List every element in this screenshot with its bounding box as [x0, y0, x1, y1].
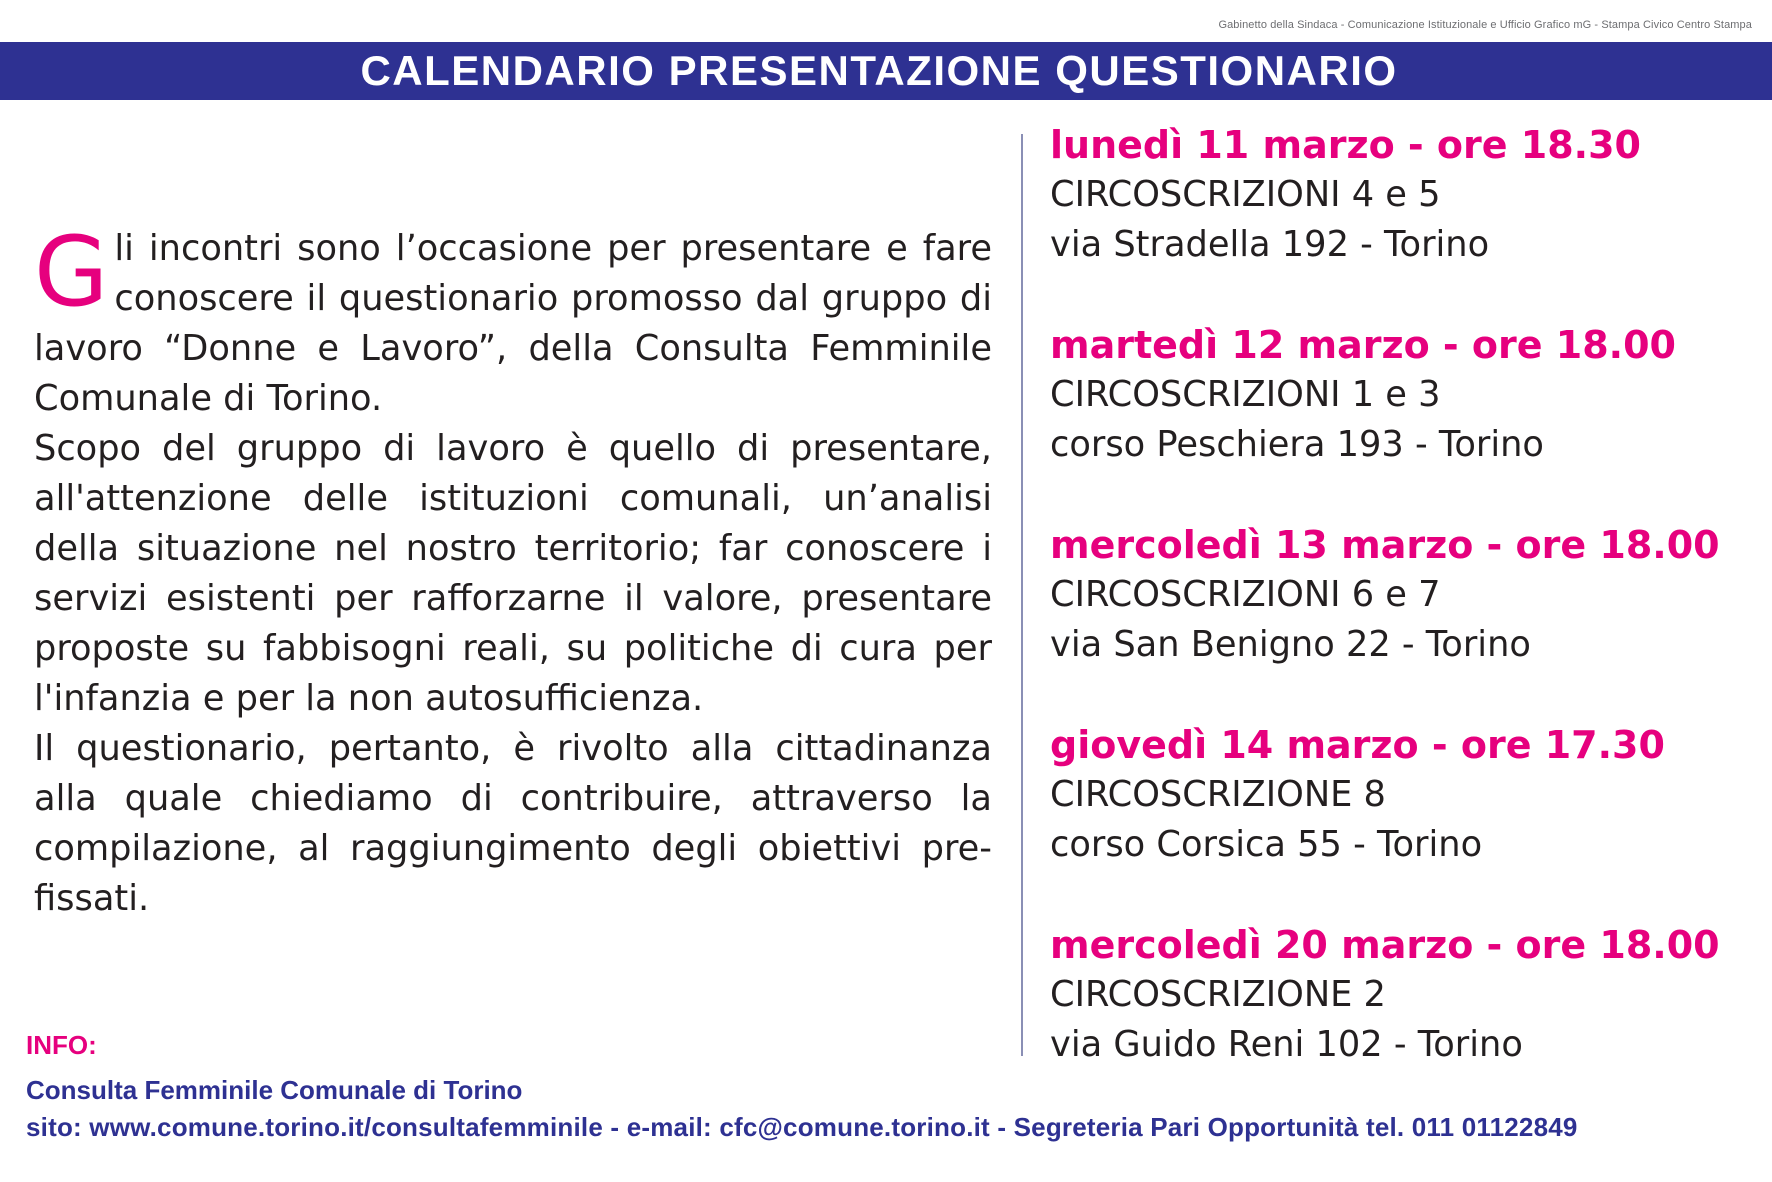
- event-item: [1050, 520, 1750, 670]
- event-item: [1050, 920, 1750, 1070]
- intro-paragraph-2: Scopo del gruppo di lavoro è quello di presentare, all'attenzione delle istituzioni comunali, un’analisi della situazione nel nostro territorio; far conoscere i servizi esistenti per rafforzarne il valore, presentare proposte su fabbisogni reali, su politiche di cura per l'infanzia e per la non autosufficienza.: [34, 428, 992, 719]
- event-date-time: martedì 12 marzo - ore 18.00: [1050, 323, 1676, 367]
- event-district: CIRCOSCRIZIONI 6 e 7: [1050, 574, 1441, 615]
- event-address: via Stradella 192 - Torino: [1050, 224, 1490, 265]
- event-item: [1050, 720, 1750, 870]
- title-banner: [0, 42, 1772, 100]
- page-title: CALENDARIO PRESENTAZIONE QUESTIONARIO: [360, 47, 1398, 94]
- event-item: [1050, 320, 1750, 470]
- event-district: CIRCOSCRIZIONI 4 e 5: [1050, 174, 1441, 215]
- print-credits: Gabinetto della Sindaca - Comunicazione Istituzionale e Ufficio Grafico mG - Stampa Civico Centro Stampa: [1218, 19, 1752, 31]
- event-address: corso Corsica 55 - Torino: [1050, 824, 1483, 865]
- info-organization: Consulta Femminile Comunale di Torino: [26, 1075, 523, 1105]
- intro-text: [34, 216, 992, 924]
- event-district: CIRCOSCRIZIONE 8: [1050, 774, 1386, 815]
- info-label: INFO:: [26, 1030, 97, 1060]
- intro-paragraph-3: Il questionario, pertanto, è rivolto alla cittadinanza alla quale chiediamo di contribuire, attraverso la compilazione, al raggiungimento degli obiettivi pre-fissati.: [34, 728, 992, 919]
- column-divider: [1021, 134, 1023, 1056]
- event-district: CIRCOSCRIZIONE 2: [1050, 974, 1386, 1015]
- event-date-time: giovedì 14 marzo - ore 17.30: [1050, 723, 1665, 767]
- event-address: via Guido Reni 102 - Torino: [1050, 1024, 1523, 1065]
- event-address: corso Peschiera 193 - Torino: [1050, 424, 1544, 465]
- event-address: via San Benigno 22 - Torino: [1050, 624, 1531, 665]
- event-date-time: lunedì 11 marzo - ore 18.30: [1050, 123, 1641, 167]
- intro-paragraph-1: [34, 216, 992, 424]
- info-contacts: sito: www.comune.torino.it/consultafemminile - e-mail: cfc@comune.torino.it - Segreteria Pari Opportunità tel. 011 01122849: [26, 1112, 1578, 1142]
- drop-cap: G: [34, 216, 109, 328]
- event-item: [1050, 120, 1750, 270]
- intro-paragraph-1-text: li incontri sono l’occasione per presentare e fare conoscere il questionario promosso dal gruppo di lavoro “Donne e Lavoro”, della Consulta Femminile Comunale di Torino.: [34, 228, 992, 419]
- event-date-time: mercoledì 13 marzo - ore 18.00: [1050, 523, 1720, 567]
- event-date-time: mercoledì 20 marzo - ore 18.00: [1050, 923, 1720, 967]
- event-district: CIRCOSCRIZIONI 1 e 3: [1050, 374, 1441, 415]
